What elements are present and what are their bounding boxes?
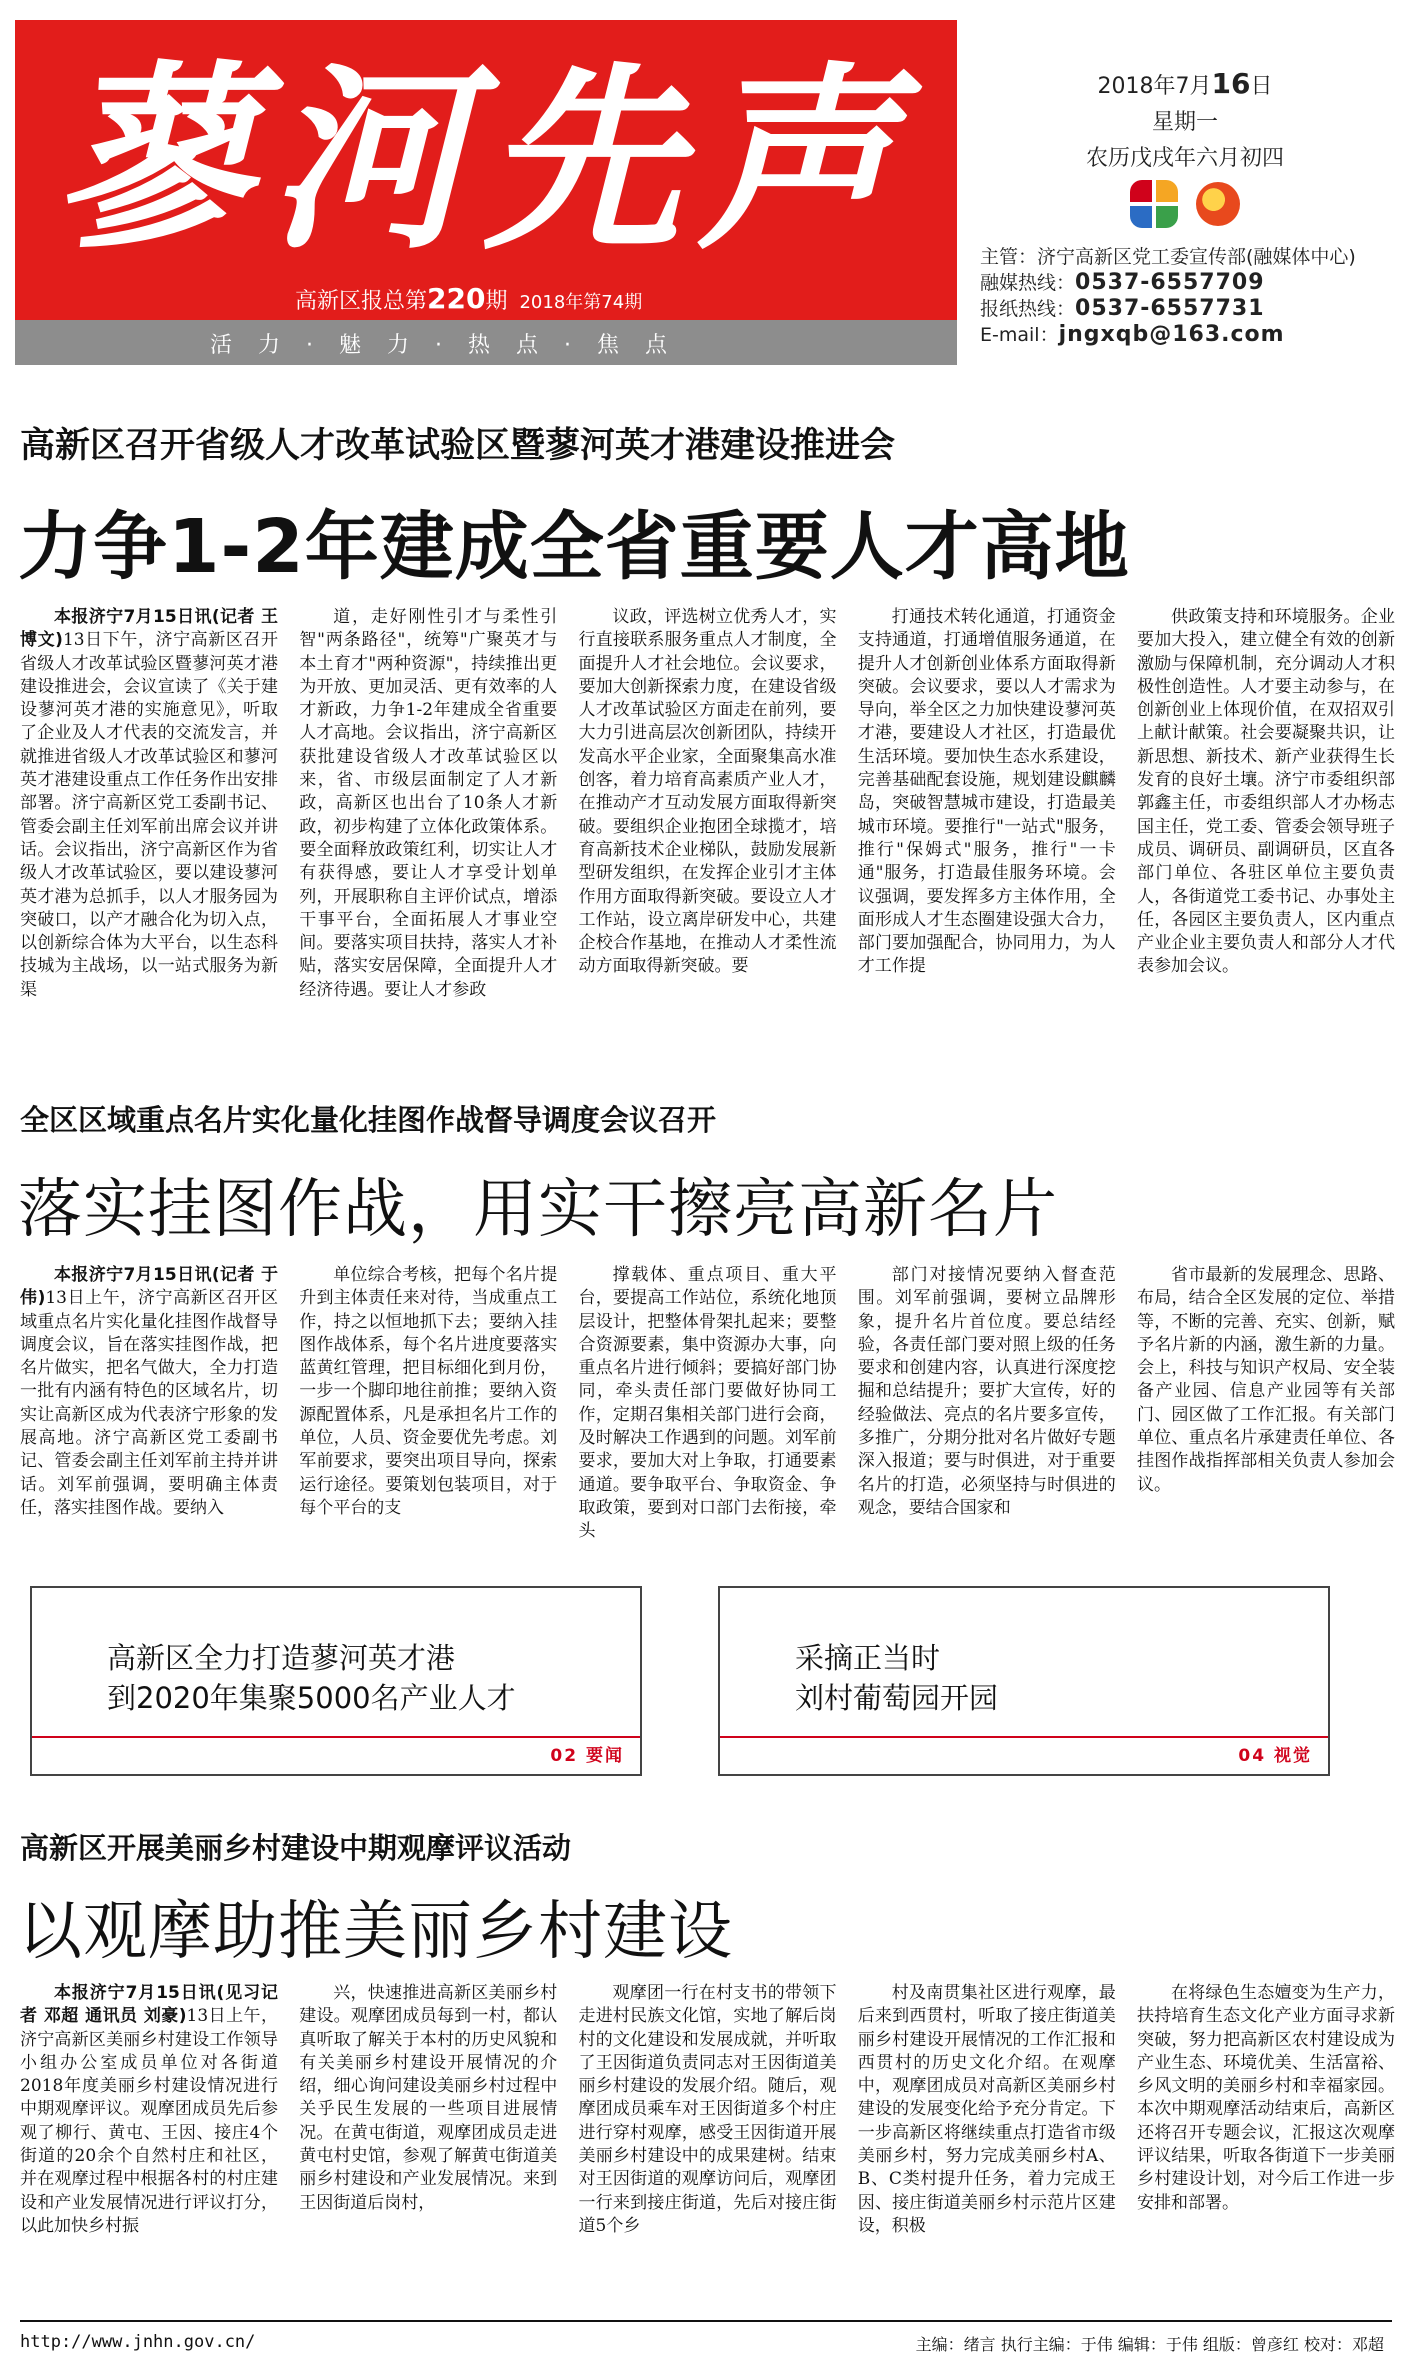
article1-col4: 打通技术转化通道，打通资金支持通道，打通增值服务通道，在提升人才创新创业体系方面取得新突破。会议要求，要以人才需求为导向，举全区之力加快建设蓼河英才港，要建设人才社区，打造最优生活环境。要加快生态水系建设，完善基础配套设施，规划建设麒麟岛，突破智慧城市建设，打造最美城市环境。要推行"一站式"服务，推行"保姆式"服务，推行"一卡通"服务，打造最佳服务环境。会议强调，要发挥多方主体作用，全面形成人才生态圈建设强大合力，部门要加强配合，协同用力，为人才工作提: [857, 607, 1116, 977]
article1-body: [20, 606, 1395, 1054]
article3-col4: 村及南贯集社区进行观摩，最后来到西贯村，听取了接庄街道美丽乡村建设开展情况的工作汇报和西贯村的历史文化介绍。在观摩中，观摩团成员对高新区美丽乡村建设的发展变化给予充分肯定。下一步高新区将继续重点打造省市级美丽乡村，努力完成美丽乡村A、B、C类村提升任务，着力完成王因、接庄街道美丽乡村示范片区建设，积极: [857, 1983, 1116, 2236]
article3-body: [20, 1982, 1395, 2307]
website-link[interactable]: http://www.jnhn.gov.cn/: [20, 2332, 256, 2352]
article2-body: [20, 1264, 1395, 1564]
media-center-logo-icon: [1130, 180, 1178, 228]
newspaper-title: 蓼河先声: [55, 43, 911, 276]
gaoxin-logo-icon: [1196, 182, 1240, 226]
teaser-grape-garden-text: 采摘正当时 刘村葡萄园开园: [795, 1641, 999, 1715]
masthead: [15, 20, 957, 365]
teaser-divider: [720, 1736, 1328, 1738]
article2-col1: 本报济宁7月15日讯(记者 于伟)13日上午，济宁高新区召开区域重点名片实化量化挂图作战督导调度会议，旨在落实挂图作战，把名片做实，把名气做大，全力打造一批有内涵有特色的区域名片，切实让高新区成为代表济宁形象的发展高地。济宁高新区党工委副书记、管委会副主任刘军前主持并讲话。刘军前强调，要明确主体责任，落实挂图作战。要纳入: [20, 1265, 278, 1518]
article3-col5: 在将绿色生态嬗变为生产力，扶持培育生态文化产业方面寻求新突破，努力把高新区农村建设成为产业生态、环境优美、生活富裕、乡风文明的美丽乡村和幸福家园。本次中期观摩活动结束后，高新区还将召开专题会议，汇报这次观摩评议结果，听取各街道下一步美丽乡村建设计划，对今后工作进一步安排和部署。: [1137, 1983, 1395, 2213]
article2-headline: 落实挂图作战，用实干擦亮高新名片: [18, 1173, 1058, 1247]
article2-col3: 撑载体、重点项目、重大平台，要提高工作站位，系统化地顶层设计，把整体骨架扎起来；要整合资源要素，集中资源办大事，向重点名片进行倾斜；要搞好部门协同，牵头责任部门要做好协同工作，定期召集相关部门进行会商，及时解决工作遇到的问题。刘军前要求，要加大对上争取，打通要素通道。要争取平台、争取资金、争取政策，要到对口部门去衔接，牵头: [578, 1265, 837, 1542]
article2-kicker: 全区区域重点名片实化量化挂图作战督导调度会议召开: [20, 1103, 717, 1137]
article2-col4: 部门对接情况要纳入督查范围。刘军前强调，要树立品牌形象，提升名片首位度。要总结经验，各责任部门要对照上级的任务要求和创建内容，认真进行深度挖掘和总结提升；要扩大宣传，好的经验做法、亮点的名片要多宣传，多推广，分期分批对名片做好专题深入报道；要与时俱进，对于重要名片的打造，必须坚持与时俱进的观念，要结合国家和: [857, 1265, 1116, 1518]
article1-col3: 议政，评选树立优秀人才，实行直接联系服务重点人才制度，全面提升人才社会地位。会议要求，要加大创新探索力度，在建设省级人才改革试验区方面走在前列，要大力引进高层次创新团队，持续开发高水平企业家，全面聚集高水准创客，着力培育高素质产业人才，在推动产才互动发展方面取得新突破。要组织企业抱团全球揽才，培育高新技术企业梯队，鼓励发展新型研发组织，在发挥企业引才主体作用方面取得新突破。要设立人才工作站，设立离岸研发中心，共建企校合作基地，在推动人才柔性流动方面取得新突破。要: [578, 607, 837, 977]
article2-col2: 单位综合考核，把每个名片提升到主体责任来对待，当成重点工作，持之以恒地抓下去；要纳入挂图作战体系，每个名片进度要落实蓝黄红管理，把目标细化到月份，一步一个脚印地往前推；要纳入资源配置体系，凡是承担名片工作的单位，人员、资金要优先考虑。刘军前要求，要突出项目导向，探索运行途径。要策划包装项目，对于每个平台的支: [299, 1265, 558, 1518]
article3-headline: 以观摩助推美丽乡村建设: [18, 1895, 733, 1969]
article1-col2: 道，走好刚性引才与柔性引智"两条路径"，统筹"广聚英才与本土育才"两种资源"，持续推出更为开放、更加灵活、更有效率的人才新政，力争1-2年建成全省重要人才高地。会议指出，济宁高新区获批建设省级人才改革试验区以来，省、市级层面制定了人才新政，高新区也出台了10条人才新政，初步构建了立体化政策体系。要全面释放政策红利，切实让人才有获得感，要让人才享受计划单列，开展职称自主评价试点，增添干事平台，全面拓展人才事业空间。要落实项目扶持，落实人才补贴，落实安居保障，全面提升人才经济待遇。要让人才参政: [299, 607, 558, 1000]
date-block: [1045, 66, 1325, 177]
article1-col1: 本报济宁7月15日讯(记者 王博文)13日下午，济宁高新区召开省级人才改革试验区暨蓼河英才港建设推进会，会议宣读了《关于建设蓼河英才港的实施意见》，听取了企业及人才代表的交流发言，并就推进省级人才改革试验区和蓼河英才港建设重点工作任务作出安排部署。济宁高新区党工委副书记、管委会副主任刘军前出席会议并讲话。会议指出，济宁高新区作为省级人才改革试验区，要以建设蓼河英才港为总抓手，以人才服务园为突破口，以产才融合化为切入点，以创新综合体为大平台，以生态科技城为主战场，以一站式服务为新渠: [20, 607, 278, 1000]
teaser-grape-garden-page: 04 视觉: [1238, 1746, 1312, 1766]
issue-number: 高新区报总第220期 2018年第74期: [295, 282, 643, 315]
footer: [20, 2320, 1392, 2354]
article3-col1: 本报济宁7月15日讯(见习记者 邓超 通讯员 刘豪)13日上午，济宁高新区美丽乡村建设工作领导小组办公室成员单位对各街道2018年度美丽乡村建设情况进行中期观摩评议。观摩团成员先后参观了柳行、黄屯、王因、接庄4个街道的20余个自然村庄和社区，并在观摩过程中根据各村的村庄建设和产业发展情况进行评议打分，以此加快乡村振: [20, 1983, 278, 2236]
article1-kicker: 高新区召开省级人才改革试验区暨蓼河英才港建设推进会: [20, 426, 896, 466]
hotline-paper: 报纸热线：0537-6557731: [980, 296, 1265, 321]
host-line: 主管：济宁高新区党工委宣传部(融媒体中心): [980, 246, 1356, 268]
teaser-talent-port[interactable]: [30, 1586, 642, 1776]
article3-col3: 观摩团一行在村支书的带领下走进村民族文化馆，实地了解后岗村的文化建设和发展成就，并听取了王因街道负责同志对王因街道美丽乡村建设的发展介绍。随后，观摩团成员乘车对王因街道多个村庄进行穿村观摩，感受王因街道开展美丽乡村建设中的成果建树。结束对王因街道的观摩访问后，观摩团一行来到接庄街道，先后对接庄街道5个乡: [578, 1983, 837, 2236]
contact-info: [980, 244, 1400, 348]
weekday: 星期一: [1151, 110, 1218, 135]
article3-kicker: 高新区开展美丽乡村建设中期观摩评议活动: [20, 1831, 572, 1865]
article1-headline: 力争1-2年建成全省重要人才高地: [18, 504, 1130, 590]
article1-col5: 供政策支持和环境服务。企业要加大投入，建立健全有效的创新激励与保障机制，充分调动人才积极性创造性。人才要主动参与，在创新创业上体现价值，在双招双引上献计献策。社会要凝聚共识，让新思想、新技术、新产业获得生长发育的良好土壤。济宁市委组织部郭鑫主任，市委组织部人才办杨志国主任，党工委、管委会领导班子成员、调研员、副调研员，区直各部门单位、各驻区单位主要负责人，各街道党工委书记、办事处主任，各园区主要负责人，区内重点产业企业主要负责人和部分人才代表参加会议。: [1137, 607, 1395, 977]
article3-col2: 兴，快速推进高新区美丽乡村建设。观摩团成员每到一村，都认真听取了解关于本村的历史风貌和有关美丽乡村建设开展情况的介绍，细心询问建设美丽乡村过程中关乎民生发展的一些项目进展情况。在黄屯街道，观摩团成员走进黄屯村史馆，参观了解黄屯街道美丽乡村建设和产业发展情况。来到王因街道后岗村，: [299, 1983, 558, 2213]
publish-date: 2018年7月16日: [1097, 67, 1273, 100]
teaser-grape-garden[interactable]: [718, 1586, 1330, 1776]
hotline-media: 融媒热线：0537-6557709: [980, 270, 1265, 295]
editorial-credits: 主编：绪言 执行主编：于伟 编辑：于伟 组版：曾彦红 校对：邓超: [915, 2335, 1384, 2354]
teaser-divider: [32, 1736, 640, 1738]
logos: [1130, 180, 1260, 230]
lunar-date: 农历戊戌年六月初四: [1085, 146, 1284, 171]
email-line: E-mail：jngxqb@163.com: [980, 322, 1285, 347]
teaser-talent-port-text: 高新区全力打造蓼河英才港 到2020年集聚5000名产业人才: [107, 1641, 516, 1715]
teaser-talent-port-page: 02 要闻: [550, 1746, 624, 1766]
article2-col5: 省市最新的发展理念、思路、布局，结合全区发展的定位、举措等，不断的完善、充实、创新，赋予名片新的内涵，激生新的力量。会上，科技与知识产权局、安全装备产业园、信息产业园等有关部门、园区做了工作汇报。有关部门单位、重点名片承建责任单位、各挂图作战指挥部相关负责人参加会议。: [1137, 1265, 1395, 1495]
slogan: 活力·魅力·热点·焦点: [210, 333, 693, 358]
